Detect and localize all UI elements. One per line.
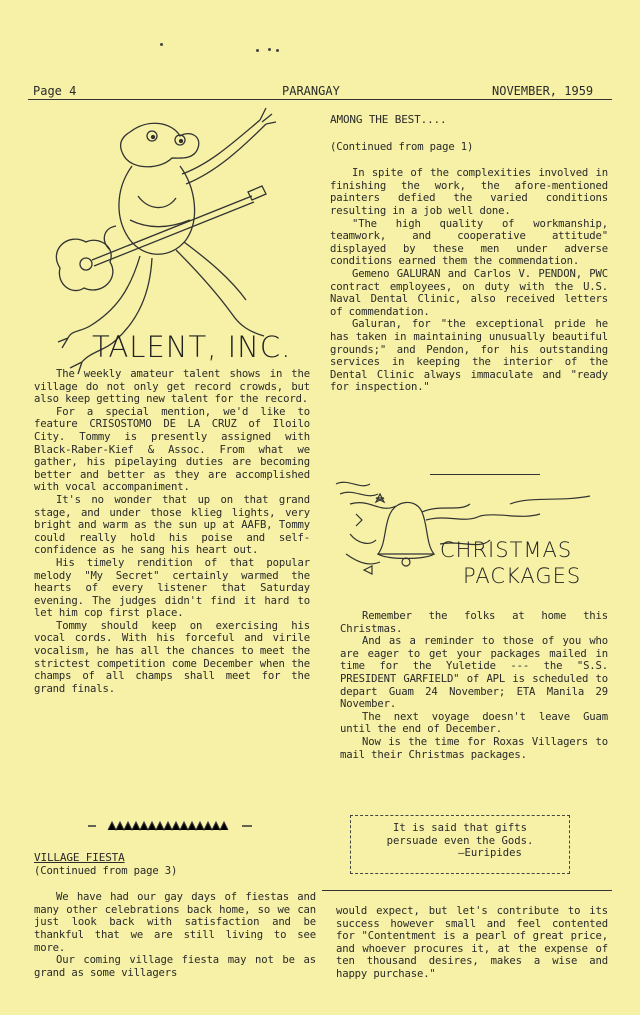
among-paragraph: Galuran, for "the exceptional pride he has taken in maintaining unusually beautiful grounds;" and Pendon, for his outstanding services in keeping the interior of the Dental Clinic always immaculate and "ready for inspection." [330, 318, 608, 394]
christmas-paragraph: Remember the folks at home this Christmas. [340, 610, 608, 635]
section-divider [322, 890, 612, 891]
village-continuation-text: would expect, but let's contribute to its success however small and feel contented for "Contentment is a pearl of great price, and whoever procures it, at the expense of ten thousand desires, makes a wise and happy purchase." [336, 905, 608, 980]
talent-article [34, 368, 310, 695]
christmas-paragraph: And as a reminder to those of you who are eager to get your packages mailed in time for the Yuletide --- the "S.S. PRESIDENT GARFIELD" of APL is scheduled to depart Guam 24 November; ETA Manila 29 November. [340, 635, 608, 711]
quote-line: It is said that gifts [393, 822, 527, 834]
page-number: Page 4 [33, 84, 77, 98]
village-fiesta-continuation [336, 905, 608, 981]
talent-title: TALENT, INC. [92, 330, 292, 364]
village-fiesta-article [34, 852, 316, 979]
christmas-paragraph: The next voyage doesn't leave Guam until the end of December. [340, 710, 608, 736]
ink-speck [256, 49, 259, 52]
ink-speck [268, 48, 271, 51]
village-paragraph: We have had our gay days of fiestas and many other celebrations back home, so we can just look back with satisfaction and be thankful that we are still living to see more. [34, 891, 316, 954]
talent-paragraph: Tommy should keep on exercising his vocal cords. With his forceful and virile vocalism, he has all the chances to meet the strictest competition come December when the champs of all champs shall meet for the grand finals. [34, 619, 310, 695]
among-the-best-article [330, 114, 608, 394]
christmas-paragraph: Now is the time for Roxas Villagers to mail their Christmas packages. [340, 735, 608, 761]
issue-date: NOVEMBER, 1959 [492, 84, 594, 98]
village-paragraph: Our coming village fiesta may not be as grand as some villagers [34, 954, 316, 979]
among-paragraph: "The high quality of workmanship, teamwork, and cooperative attitude" displayed by these men under adverse conditions earned them the commendation. [330, 217, 608, 268]
christmas-title-line1: CHRISTMAS [440, 538, 573, 562]
ink-speck [160, 43, 163, 46]
christmas-title-line2: PACKAGES [463, 564, 582, 588]
talent-paragraph: For a special mention, we'd like to feature CRISOSTOMO DE LA CRUZ of Iloilo City. Tommy is presently assigned with Black-Raber-Kief & Assoc. From what we gather, his pipelaying duties are becoming better and better as they are accomplished with vocal accompaniment. [34, 405, 310, 494]
publication-title: PARANGAY [282, 84, 340, 98]
village-fiesta-heading: VILLAGE FIESTA [34, 851, 125, 864]
among-the-best-heading: AMONG THE BEST.... [330, 113, 447, 126]
talent-paragraph: The weekly amateur talent shows in the village do not only get record crowds, but also keep getting new talent for the record. [34, 368, 310, 406]
continued-note: (Continued from page 1) [330, 140, 474, 153]
among-paragraph: Gemeno GALURAN and Carlos V. PENDON, PWC contract employees, on duty with the U.S. Naval Dental Clinic, also received letters of commendation. [330, 267, 608, 318]
ornamental-divider [86, 818, 256, 834]
quote-line: persuade even the Gods. [386, 834, 534, 847]
ink-speck [276, 49, 279, 52]
christmas-packages-article [340, 610, 608, 761]
talent-paragraph: It's no wonder that up on that grand stage, and under those klieg lights, very bright and warm as the sun up at AAFB, Tommy could really hold his poise and self-confidence as he sang his heart out. [34, 493, 310, 557]
talent-paragraph: His timely rendition of that popular melody "My Secret" certainly warmed the hearts of every listener that Saturday evening. The judges didn't find it hard to let him cop first place. [34, 556, 310, 620]
quote-box [350, 815, 570, 874]
continued-note: (Continued from page 3) [34, 864, 178, 877]
quote-attribution: —Euripides [458, 847, 522, 859]
among-paragraph: In spite of the complexities involved in finishing the work, the afore-mentioned painters defied the varied conditions resulting in a job well done. [330, 167, 608, 217]
